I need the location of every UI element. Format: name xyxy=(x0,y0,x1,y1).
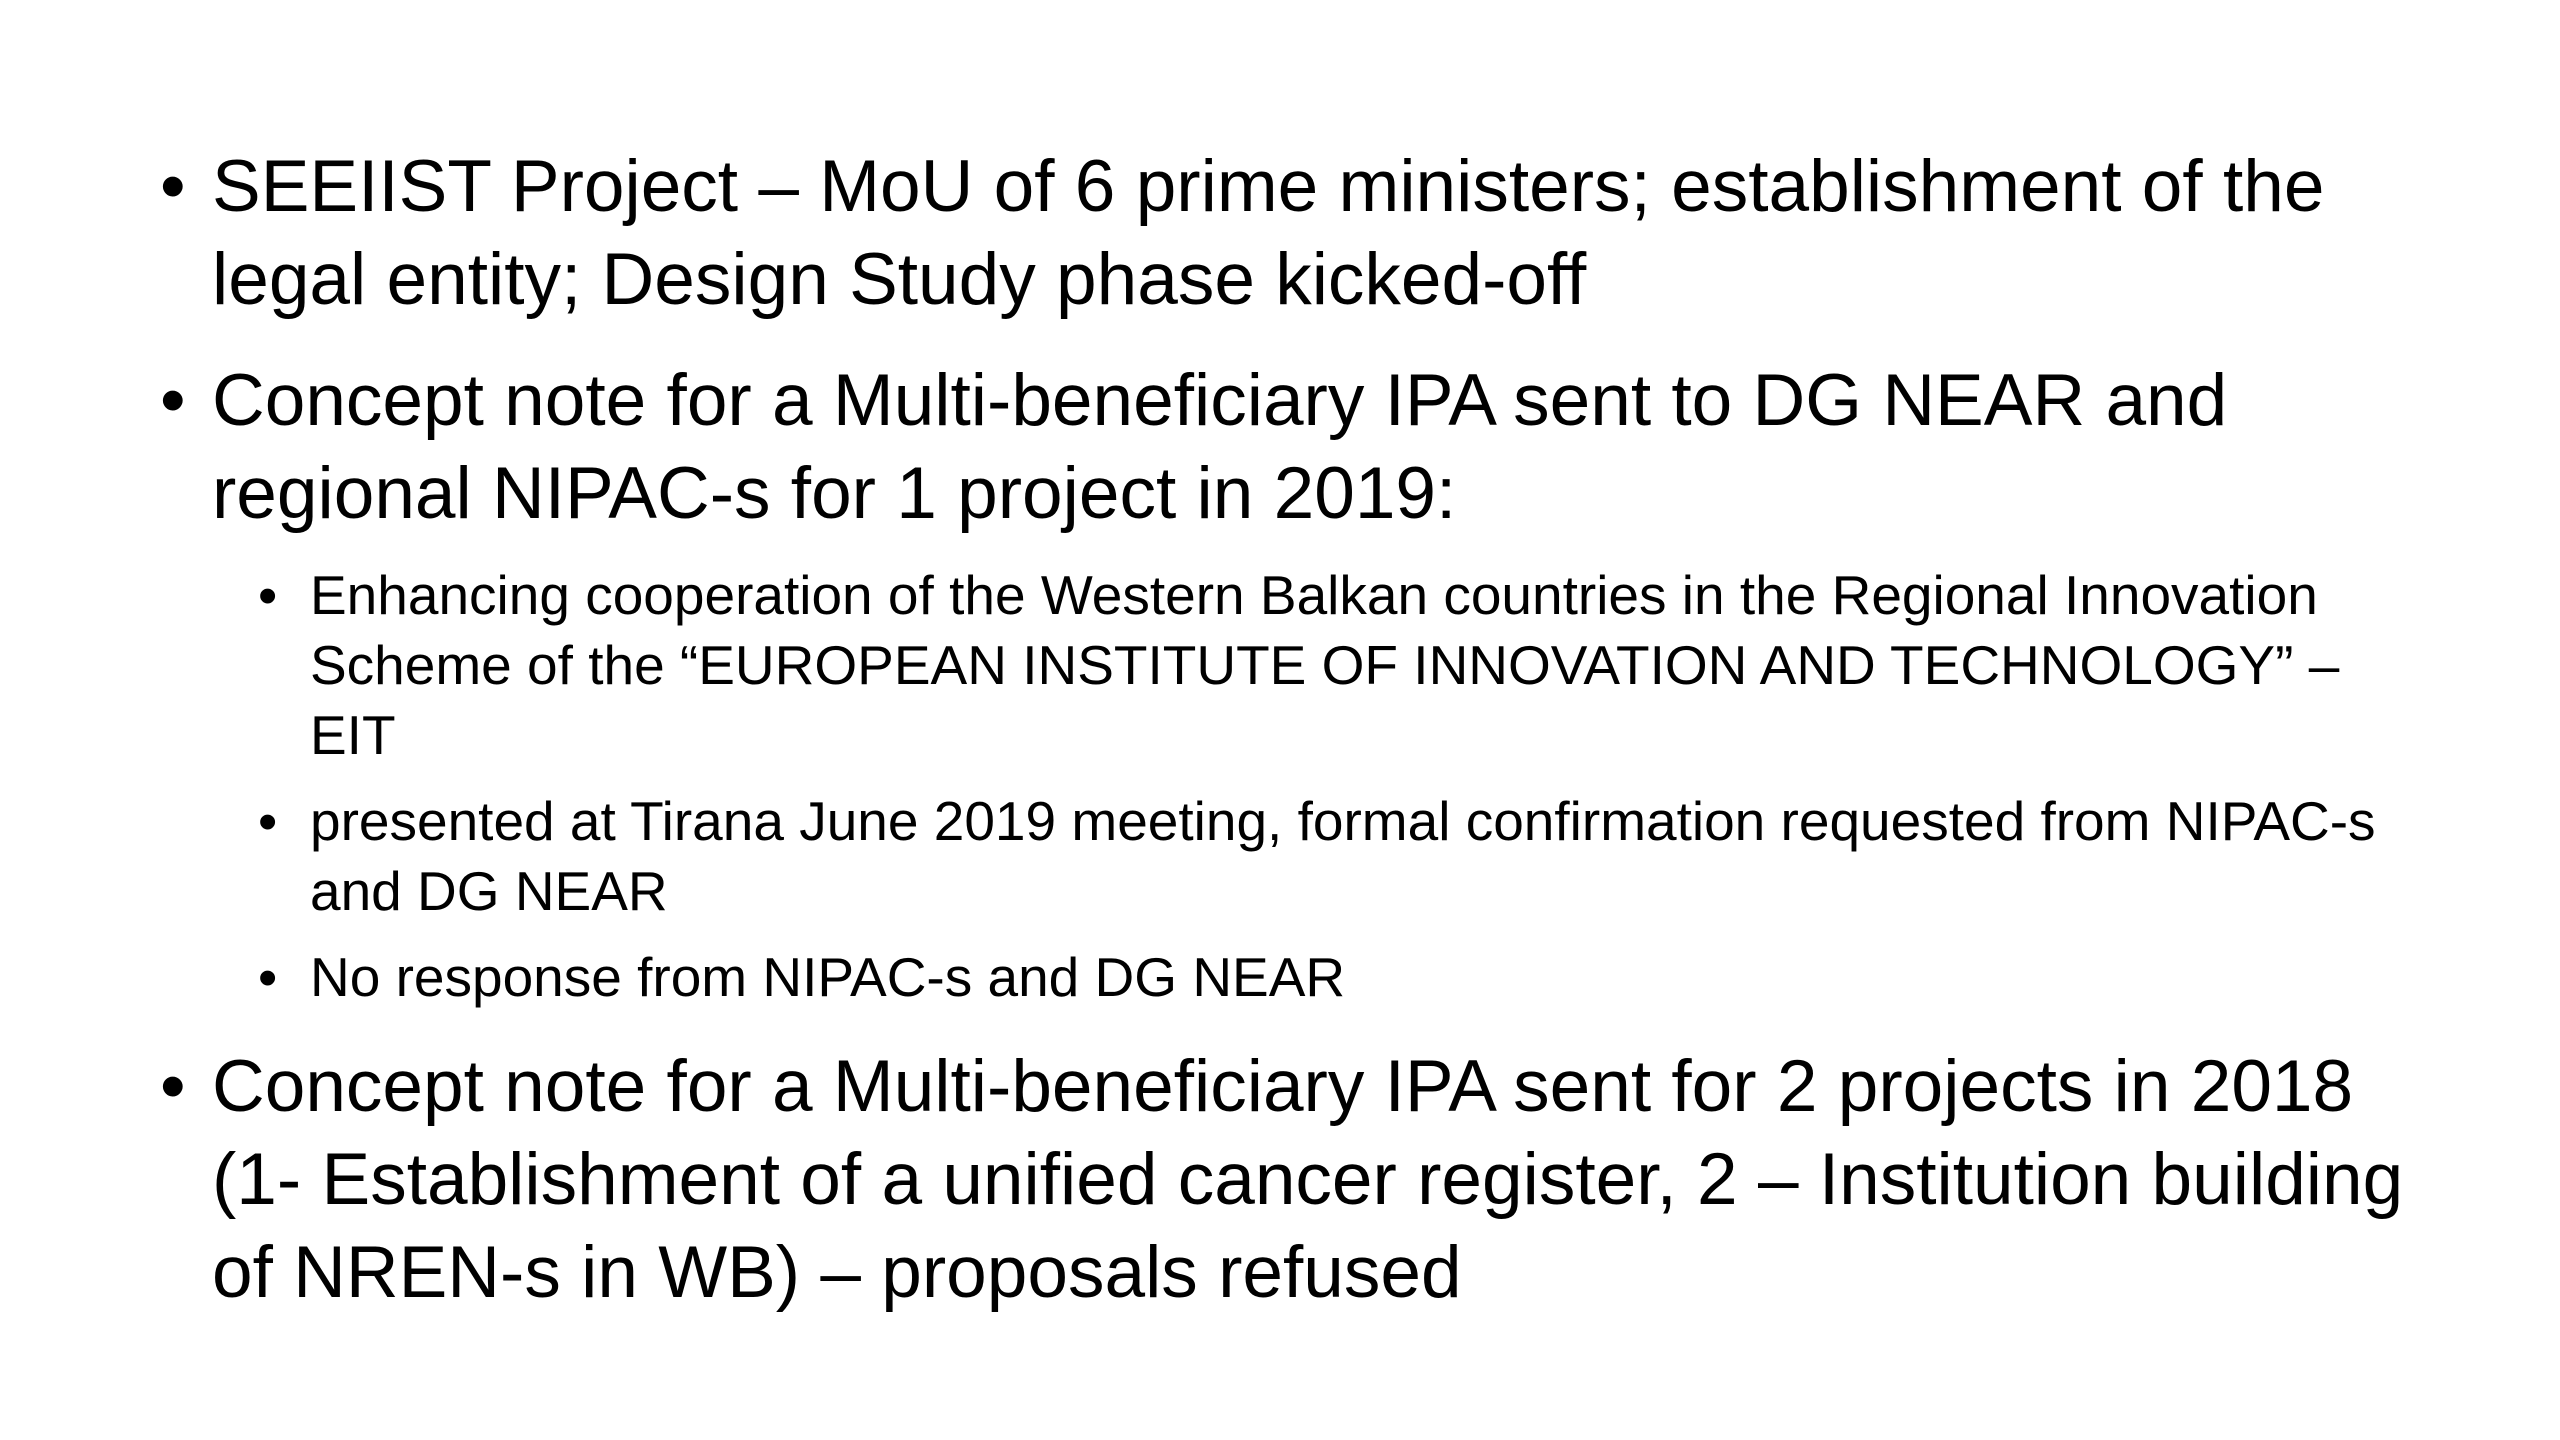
sub-bullet-text: Enhancing cooperation of the Western Balkan countries in the Regional Innovation Scheme of the “EUROPEAN INSTITUTE OF INNOVATION AND TECHNOLOGY” – EIT xyxy=(310,564,2340,766)
sub-bullet-item xyxy=(258,942,2420,1012)
bullet-item-concept-note-2019 xyxy=(160,354,2420,1012)
bullet-marker: • xyxy=(160,1046,186,1127)
bullet-item-seeiist xyxy=(160,140,2420,326)
bullet-marker: • xyxy=(160,360,186,441)
bullet-item-concept-note-2018 xyxy=(160,1040,2420,1319)
sub-bullet-text: presented at Tirana June 2019 meeting, formal confirmation requested from NIPAC-s and DG NEAR xyxy=(310,790,2376,922)
bullet-text: SEEIIST Project – MoU of 6 prime ministers; establishment of the legal entity; Design Study phase kicked-off xyxy=(212,146,2325,320)
sub-bullet-marker: • xyxy=(258,790,278,852)
sub-bullet-list xyxy=(212,560,2420,1012)
sub-bullet-marker: • xyxy=(258,564,278,626)
bullet-marker: • xyxy=(160,146,186,227)
bullet-text: Concept note for a Multi-beneficiary IPA sent to DG NEAR and regional NIPAC-s for 1 project in 2019: xyxy=(212,360,2228,534)
bullet-text: Concept note for a Multi-beneficiary IPA sent for 2 projects in 2018 (1- Establishment of a unified cancer register, 2 – Institution building of NREN-s in WB) – proposals refused xyxy=(212,1046,2404,1313)
sub-bullet-text: No response from NIPAC-s and DG NEAR xyxy=(310,946,1346,1008)
bullet-list xyxy=(160,140,2420,1347)
sub-bullet-item xyxy=(258,560,2420,770)
sub-bullet-marker: • xyxy=(258,946,278,1008)
sub-bullet-item xyxy=(258,786,2420,926)
